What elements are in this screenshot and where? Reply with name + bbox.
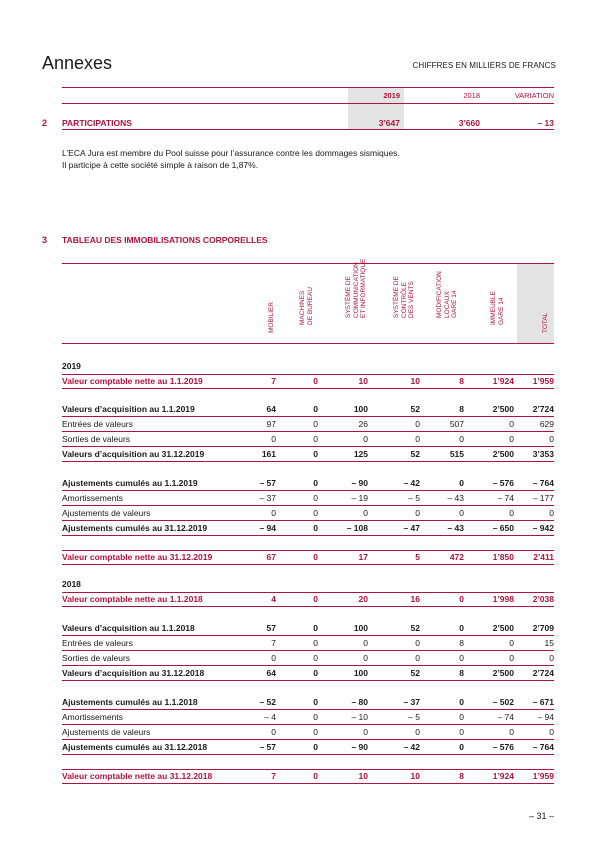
table-cell: 7 (271, 771, 276, 781)
row-divider (62, 769, 554, 770)
year-heading: 2019 (62, 361, 81, 371)
row-divider (62, 374, 554, 375)
table-cell: 52 (410, 449, 420, 459)
row-divider (62, 606, 554, 607)
table-cell: 0 (459, 697, 464, 707)
table-row (62, 621, 554, 635)
table-cell: 0 (313, 668, 318, 678)
row-divider (62, 783, 554, 784)
column-header-label: MOBILIER (268, 301, 276, 333)
table-cell: 8 (459, 668, 464, 678)
row-label: Valeur comptable nette au 1.1.2019 (62, 376, 203, 386)
table-cell: 0 (313, 594, 318, 604)
table-row (62, 491, 554, 505)
table-cell: – 764 (532, 742, 554, 752)
table-row (62, 769, 554, 783)
table-cell: 8 (459, 771, 464, 781)
table-cell: – 671 (532, 697, 554, 707)
row-label: Valeurs d’acquisition au 1.1.2018 (62, 623, 195, 633)
table-row (62, 402, 554, 416)
table-cell: 17 (358, 552, 368, 562)
column-header (344, 258, 368, 340)
divider (62, 87, 554, 88)
table-row (62, 592, 554, 606)
value-variation: – 13 (537, 118, 554, 128)
row-label: Ajustements de valeurs (62, 727, 151, 737)
table-cell: 0 (313, 742, 318, 752)
table-cell: 0 (415, 419, 420, 429)
row-label: Valeurs d’acquisition au 1.1.2019 (62, 404, 195, 414)
table-cell: 0 (271, 653, 276, 663)
table-cell: 0 (313, 653, 318, 663)
table-cell: 161 (261, 449, 276, 459)
table-cell: 8 (459, 638, 464, 648)
row-label: Valeurs d’acquisition au 31.12.2018 (62, 668, 205, 678)
table-cell: 0 (459, 508, 464, 518)
table-cell: 0 (459, 653, 464, 663)
table-cell: 0 (363, 727, 368, 737)
table-cell: 515 (449, 449, 464, 459)
table-row (62, 651, 554, 665)
page-title: Annexes (42, 53, 113, 73)
table-cell: – 177 (532, 493, 554, 503)
table-cell: 0 (509, 653, 514, 663)
row-label: Ajustements cumulés au 31.12.2019 (62, 523, 208, 533)
column-header-label: SYSTÈME DE COMMUNICATION ET INFORMATIQUE (344, 258, 367, 318)
table-cell: 0 (363, 434, 368, 444)
table-row (62, 447, 554, 461)
table-cell: – 4 (264, 712, 276, 722)
column-header (485, 263, 509, 340)
table-row (62, 374, 554, 388)
divider (62, 129, 554, 130)
table-cell: 1’959 (532, 376, 554, 386)
row-divider (62, 754, 554, 755)
table-cell: 0 (313, 638, 318, 648)
table-cell: 0 (271, 508, 276, 518)
table-cell: – 10 (351, 712, 368, 722)
table-cell: 0 (459, 623, 464, 633)
column-header (534, 263, 558, 340)
table-row (62, 476, 554, 490)
value-2019: 3’647 (378, 118, 400, 128)
row-label: Valeurs d’acquisition au 31.12.2019 (62, 449, 205, 459)
table-cell: 10 (410, 376, 420, 386)
table-cell: 1’959 (532, 771, 554, 781)
table-cell: 629 (539, 419, 554, 429)
row-divider (62, 388, 554, 389)
table-cell: 1’924 (492, 376, 514, 386)
table-cell: – 764 (532, 478, 554, 488)
table-cell: – 94 (259, 523, 276, 533)
table-cell: 472 (449, 552, 464, 562)
column-header (294, 263, 318, 340)
table-cell: 0 (313, 419, 318, 429)
row-label: Amortissements (62, 493, 123, 503)
table-cell: 0 (549, 508, 554, 518)
table-cell: 507 (449, 419, 464, 429)
table-row (62, 710, 554, 724)
table-cell: 5 (415, 552, 420, 562)
table-cell: 4 (271, 594, 276, 604)
table-cell: 0 (549, 434, 554, 444)
table-cell: 8 (459, 404, 464, 414)
table-cell: – 42 (403, 478, 420, 488)
table-cell: – 37 (403, 697, 420, 707)
table-cell: – 108 (346, 523, 368, 533)
table-cell: 1’924 (492, 771, 514, 781)
table-cell: 0 (313, 478, 318, 488)
table-cell: – 502 (492, 697, 514, 707)
table-cell: 52 (410, 623, 420, 633)
table-row (62, 725, 554, 739)
table-cell: – 90 (351, 742, 368, 752)
table-cell: 0 (415, 508, 420, 518)
column-header-label: MODIFICATION LOCAUX GARE 14 (435, 270, 458, 318)
table-cell: 2’724 (532, 668, 554, 678)
table-cell: 26 (358, 419, 368, 429)
table-cell: 2’500 (492, 449, 514, 459)
table-cell: 10 (358, 771, 368, 781)
table-cell: – 80 (351, 697, 368, 707)
table-cell: – 43 (447, 493, 464, 503)
table-cell: 100 (353, 623, 368, 633)
column-header-label: SYSTÈME DE CONTRÔLE DES VENTS (392, 275, 415, 318)
column-header-label: MACHINES DE BUREAU (298, 287, 313, 325)
row-label: Sorties de valeurs (62, 653, 131, 663)
row-divider (62, 535, 554, 536)
table-cell: 0 (313, 523, 318, 533)
table-cell: – 650 (492, 523, 514, 533)
table-row (62, 417, 554, 431)
table-cell: 20 (358, 594, 368, 604)
table-row (62, 432, 554, 446)
table-row (62, 695, 554, 709)
table-row (62, 506, 554, 520)
table-cell: 0 (313, 552, 318, 562)
table-cell: 67 (266, 552, 276, 562)
table-cell: 0 (313, 712, 318, 722)
table-cell: 0 (363, 638, 368, 648)
table-cell: 0 (459, 727, 464, 737)
table-cell: 0 (313, 508, 318, 518)
row-label: Valeur comptable nette au 31.12.2019 (62, 552, 213, 562)
row-label: Valeur comptable nette au 31.12.2018 (62, 771, 213, 781)
divider (62, 343, 554, 344)
table-cell: 0 (271, 727, 276, 737)
table-cell: 0 (363, 653, 368, 663)
table-cell: – 576 (492, 742, 514, 752)
row-label: Ajustements cumulés au 1.1.2019 (62, 478, 198, 488)
table-cell: 0 (459, 594, 464, 604)
table-cell: 64 (266, 668, 276, 678)
table-cell: 3’353 (532, 449, 554, 459)
table-cell: 100 (353, 404, 368, 414)
table-cell: 125 (353, 449, 368, 459)
table-cell: 0 (313, 697, 318, 707)
table-cell: – 57 (259, 478, 276, 488)
row-label: Entrées de valeurs (62, 638, 133, 648)
section-title: PARTICIPATIONS (62, 118, 132, 128)
header-2018: 2018 (463, 91, 480, 100)
table-cell: 2’724 (532, 404, 554, 414)
row-label: Ajustements de valeurs (62, 508, 151, 518)
row-divider (62, 550, 554, 551)
table-cell: 0 (509, 508, 514, 518)
row-divider (62, 564, 554, 565)
table-cell: – 47 (403, 523, 420, 533)
row-divider (62, 680, 554, 681)
table-cell: 52 (410, 668, 420, 678)
table-cell: 0 (313, 449, 318, 459)
table-cell: 64 (266, 404, 276, 414)
header-2019: 2019 (383, 91, 400, 100)
column-header (260, 263, 284, 340)
table-cell: 0 (509, 434, 514, 444)
table-cell: 10 (410, 771, 420, 781)
table-cell: 0 (313, 727, 318, 737)
table-cell: 0 (459, 478, 464, 488)
column-header-label: IMMEUBLE GARE 14 (489, 291, 504, 325)
table-cell: 7 (271, 376, 276, 386)
unit-caption: CHIFFRES EN MILLIERS DE FRANCS (412, 61, 556, 70)
table-cell: 0 (509, 419, 514, 429)
table-cell: 0 (415, 434, 420, 444)
table-cell: – 5 (408, 493, 420, 503)
table-cell: – 57 (259, 742, 276, 752)
table-cell: 1’850 (492, 552, 514, 562)
table-row (62, 740, 554, 754)
divider (62, 103, 554, 104)
table-cell: 15 (544, 638, 554, 648)
table-cell: 0 (459, 742, 464, 752)
column-header (392, 263, 416, 340)
table-cell: 0 (549, 653, 554, 663)
table-cell: 0 (313, 376, 318, 386)
table-cell: 0 (313, 404, 318, 414)
section-number: 3 (42, 235, 48, 245)
table-cell: 2’500 (492, 623, 514, 633)
table-cell: – 94 (537, 712, 554, 722)
table-cell: 1’998 (492, 594, 514, 604)
table-cell: 2’500 (492, 404, 514, 414)
table-row (62, 550, 554, 564)
table-cell: – 43 (447, 523, 464, 533)
column-header-label: TOTAL (542, 312, 550, 333)
table-cell: – 74 (497, 712, 514, 722)
body-text: Il participe à cette société simple à raison de 1,87%. (62, 160, 259, 170)
section-title: TABLEAU DES IMMOBILISATIONS CORPORELLES (62, 235, 268, 245)
table-cell: – 74 (497, 493, 514, 503)
table-cell: 0 (313, 434, 318, 444)
table-cell: 100 (353, 668, 368, 678)
table-cell: 0 (509, 727, 514, 737)
table-cell: 0 (509, 638, 514, 648)
table-cell: 2’709 (532, 623, 554, 633)
table-cell: 0 (271, 434, 276, 444)
table-cell: 0 (415, 653, 420, 663)
table-cell: – 5 (408, 712, 420, 722)
table-cell: 0 (363, 508, 368, 518)
value-2018: 3’660 (458, 118, 480, 128)
table-cell: 7 (271, 638, 276, 648)
row-divider (62, 592, 554, 593)
table-cell: 52 (410, 404, 420, 414)
table-cell: – 42 (403, 742, 420, 752)
row-divider (62, 461, 554, 462)
table-row (62, 521, 554, 535)
table-cell: 0 (415, 727, 420, 737)
table-cell: 57 (266, 623, 276, 633)
table-cell: 0 (313, 493, 318, 503)
row-label: Sorties de valeurs (62, 434, 131, 444)
table-cell: 2’411 (533, 552, 554, 562)
table-cell: 0 (459, 712, 464, 722)
table-cell: 0 (415, 638, 420, 648)
table-cell: 0 (549, 727, 554, 737)
year-heading: 2018 (62, 579, 81, 589)
table-cell: 16 (410, 594, 420, 604)
row-label: Valeur comptable nette au 1.1.2018 (62, 594, 203, 604)
body-text: L’ECA Jura est membre du Pool suisse pour l’assurance contre les dommages sismiques. (62, 148, 400, 158)
table-cell: – 37 (259, 493, 276, 503)
table-cell: 2’500 (492, 668, 514, 678)
page-number: – 31 – (528, 811, 554, 821)
table-cell: 0 (313, 771, 318, 781)
table-cell: 8 (459, 376, 464, 386)
table-cell: – 52 (259, 697, 276, 707)
header-variation: VARIATION (514, 91, 554, 100)
row-label: Ajustements cumulés au 31.12.2018 (62, 742, 208, 752)
table-cell: 0 (313, 623, 318, 633)
row-label: Amortissements (62, 712, 123, 722)
table-cell: 10 (358, 376, 368, 386)
row-label: Entrées de valeurs (62, 419, 133, 429)
table-row (62, 636, 554, 650)
table-cell: 97 (266, 419, 276, 429)
row-label: Ajustements cumulés au 1.1.2018 (62, 697, 198, 707)
table-cell: 2’038 (532, 594, 554, 604)
table-cell: – 19 (351, 493, 368, 503)
table-cell: – 942 (532, 523, 554, 533)
section-number: 2 (42, 118, 48, 128)
table-cell: 0 (459, 434, 464, 444)
column-header (435, 263, 459, 340)
table-row (62, 666, 554, 680)
table-cell: – 90 (351, 478, 368, 488)
table-cell: – 576 (492, 478, 514, 488)
